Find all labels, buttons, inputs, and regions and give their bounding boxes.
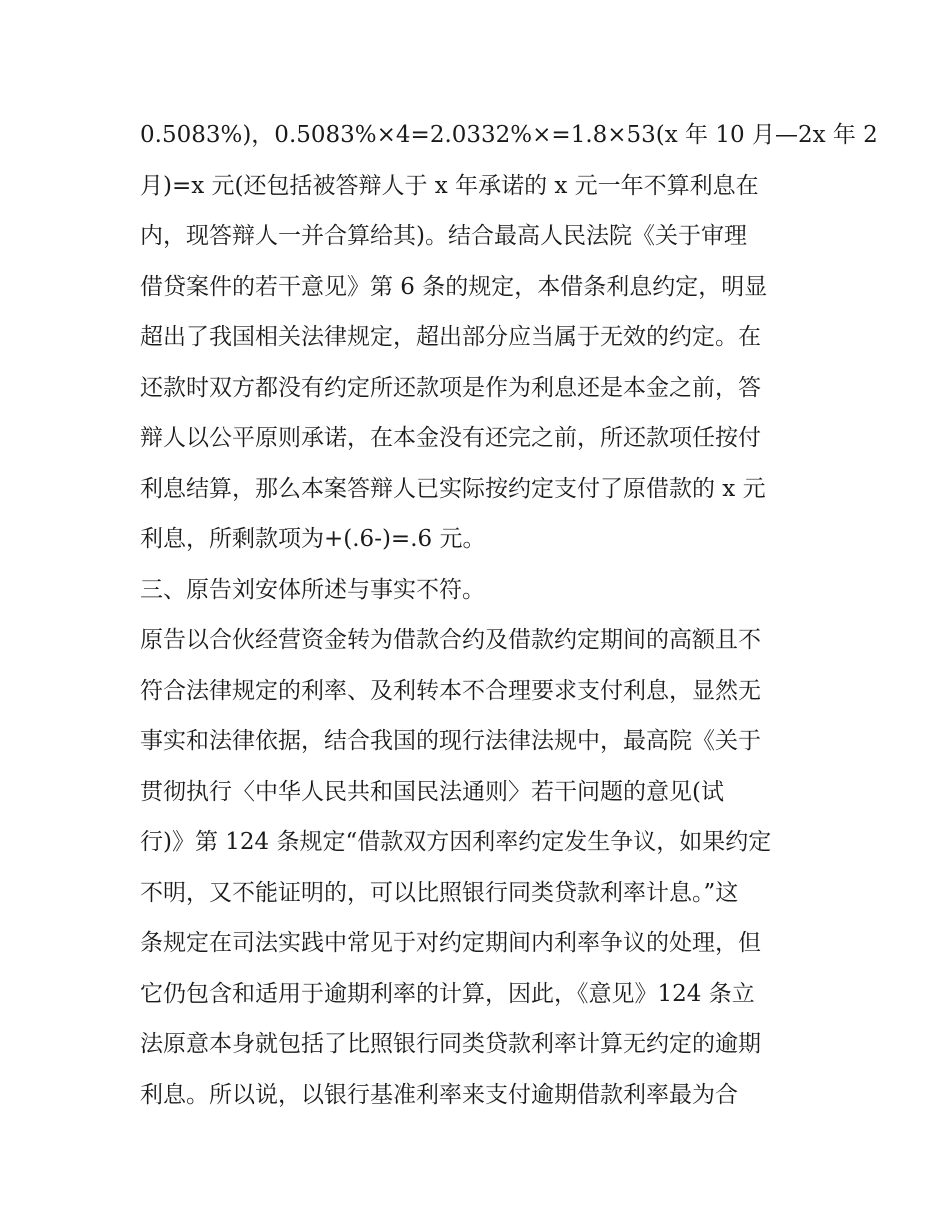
text-line: 它仍包含和适用于逾期利率的计算，因此，《意见》124 条立 xyxy=(140,980,755,1007)
text-line: 不明，又不能证明的，可以比照银行同类贷款利率计息。”这 xyxy=(140,879,739,906)
text-line: 事实和法律依据，结合我国的现行法律法规中，最高院《关于 xyxy=(140,728,761,754)
text-line: 利息。所以说，以银行基准利率来支付逾期借款利率最为合 xyxy=(140,1081,738,1108)
text-line: 内，现答辩人一并合算给其)。结合最高人民法院《关于审理 xyxy=(140,223,747,249)
body-text xyxy=(140,110,878,1120)
text-line: 利息结算，那么本案答辩人已实际按约定支付了原借款的 x 元 xyxy=(140,475,766,502)
section-heading: 三、原告刘安体所述与事实不符。 xyxy=(140,576,485,603)
text-line: 利息，所剩款项为+(.6-)=.6 元。 xyxy=(140,526,486,552)
text-line: 月)=x 元(还包括被答辩人于 x 年承诺的 x 元一年不算利息在 xyxy=(140,172,759,199)
text-line: 法原意本身就包括了比照银行同类贷款利率计算无约定的逾期 xyxy=(140,1031,761,1057)
text-line: 0.5083%)，0.5083%×4=2.0332%×=1.8×53(x 年 10 月—2x 年 2 xyxy=(140,122,878,148)
text-line: 还款时双方都没有约定所还款项是作为利息还是本金之前，答 xyxy=(140,374,761,401)
text-line: 贯彻执行〈中华人民共和国民法通则〉若干问题的意见(试 xyxy=(140,778,724,805)
text-line: 超出了我国相关法律规定，超出部分应当属于无效的约定。在 xyxy=(140,324,761,350)
text-line: 原告以合伙经营资金转为借款合约及借款约定期间的高额且不 xyxy=(140,627,761,653)
text-line: 条规定在司法实践中常见于对约定期间内利率争议的处理，但 xyxy=(140,930,761,956)
text-line: 借贷案件的若干意见》第 6 条的规定，本借条利息约定，明显 xyxy=(140,273,768,300)
text-line: 辩人以公平原则承诺，在本金没有还完之前，所还款项任按付 xyxy=(140,425,761,451)
text-line: 行)》第 124 条规定“借款双方因利率约定发生争议，如果约定 xyxy=(140,829,772,855)
text-line: 符合法律规定的利率、及利转本不合理要求支付利息，显然无 xyxy=(140,677,761,704)
